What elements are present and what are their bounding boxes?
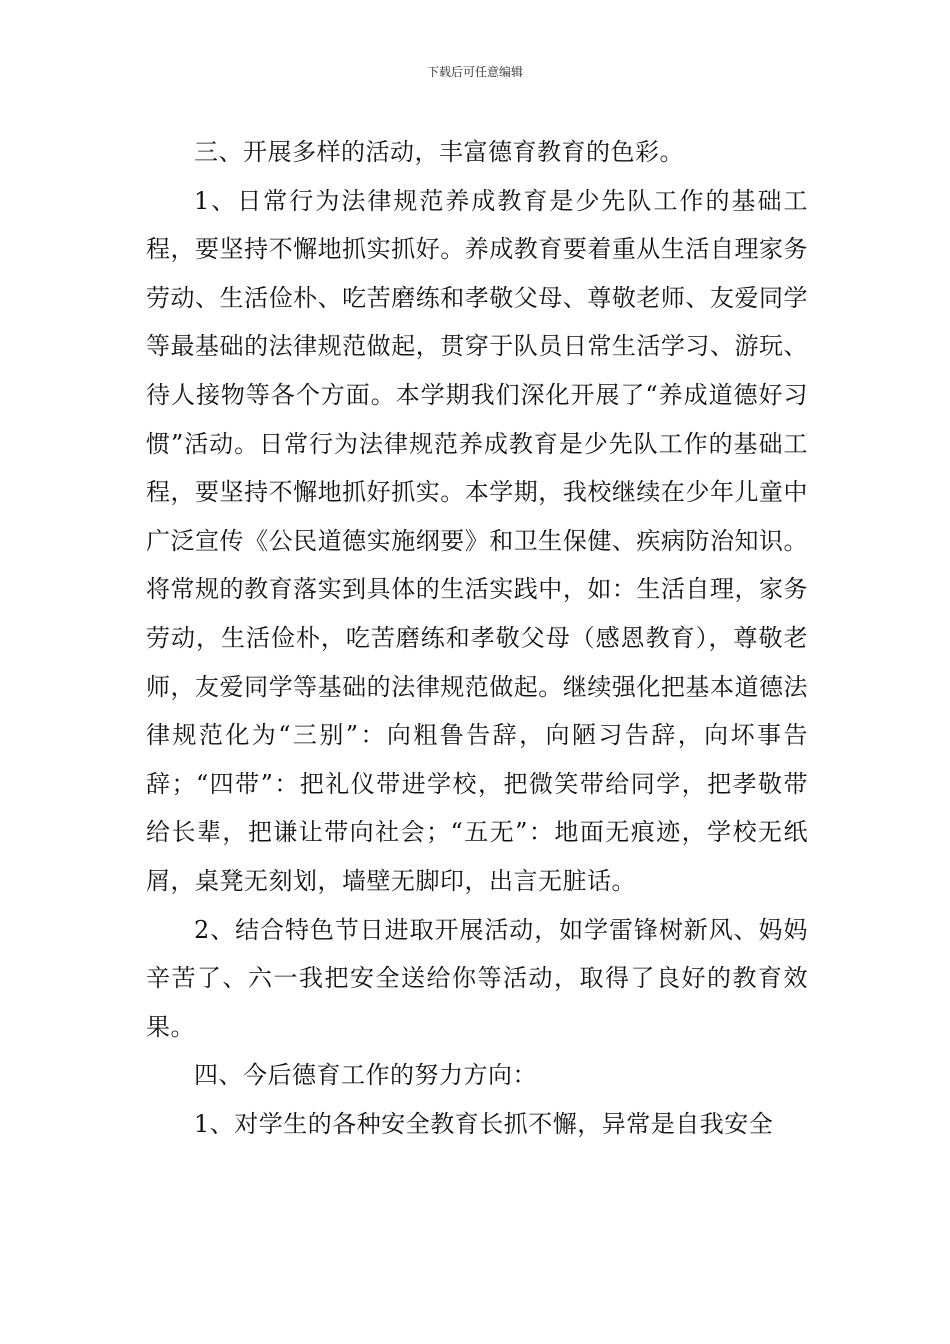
paragraph-item-4-1: 1、对学生的各种安全教育长抓不懈，异常是自我安全	[194, 1109, 774, 1138]
section-heading-four: 四、今后德育工作的努力方向：	[194, 1061, 537, 1090]
paragraph-item-1: 1、日常行为法律规范养成教育是少先队工作的基础工程，要坚持不懈地抓实抓好。养成教育要着重从生活自理家务劳动、生活俭朴、吃苦磨练和孝敬父母、尊敬老师、友爱同学等最基础的法律规范做起，贯穿于队员日常生活学习、游玩、待人接物等各个方面。本学期我们深化开展了“养成道德好习惯”活动。日常行为法律规范养成教育是少先队工作的基础工程，要坚持不懈地抓好抓实。本学期，我校继续在少年儿童中广泛宣传《公民道德实施纲要》和卫生保健、疾病防治知识。将常规的教育落实到具体的生活实践中，如：生活自理，家务劳动，生活俭朴，吃苦磨练和孝敬父母（感恩教育），尊敬老师，友爱同学等基础的法律规范做起。继续强化把基本道德法律规范化为“三别”：向粗鲁告辞，向陋习告辞，向坏事告辞；“四带”：把礼仪带进学校，把微笑带给同学，把孝敬带给长辈，把谦让带向社会；“五无”：地面无痕迹，学校无纸屑，桌凳无刻划，墙壁无脚印，出言无脏话。	[146, 186, 808, 895]
page-header: 下载后可任意编辑	[426, 65, 523, 79]
paragraph-item-2: 2、结合特色节日进取开展活动，如学雷锋树新风、妈妈辛苦了、六一我把安全送给你等活动，取得了良好的教育效果。	[146, 915, 808, 1041]
document-body	[146, 128, 808, 1148]
section-heading-three: 三、开展多样的活动，丰富德育教育的色彩。	[194, 138, 684, 166]
